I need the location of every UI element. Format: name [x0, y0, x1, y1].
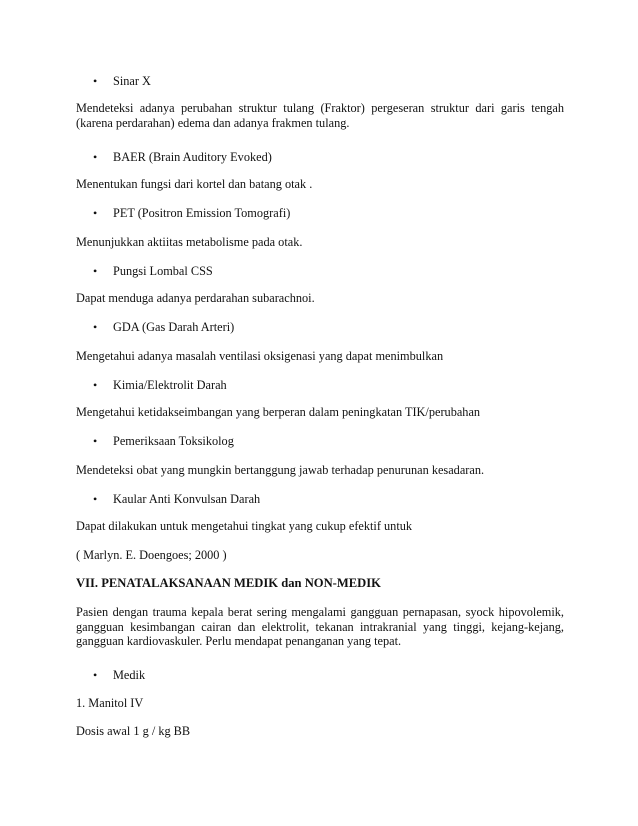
- section-heading: VII. PENATALAKSANAAN MEDIK dan NON-MEDIK: [76, 576, 381, 590]
- paragraph-dosis: Dosis awal 1 g / kg BB: [76, 724, 191, 738]
- paragraph-kaular-anti-konvulsan: Dapat dilakukan untuk mengetahui tingkat yang cukup efektif untuk: [76, 519, 413, 533]
- paragraph-pemeriksaan-toksikolog: Mendeteksi obat yang mungkin bertanggung jawab terhadap penurunan kesadaran.: [76, 463, 485, 477]
- paragraph-kimia-elektrolit: Mengetahui ketidakseimbangan yang berperan dalam peningkatan TIK/perubahan: [76, 405, 481, 419]
- citation: ( Marlyn. E. Doengoes; 2000 ): [76, 548, 227, 562]
- paragraph-pungsi-lombal: Dapat menduga adanya perdarahan subarachnoi.: [76, 291, 315, 305]
- paragraph-pet: Menunjukkan aktiitas metabolisme pada otak.: [76, 235, 303, 249]
- paragraph-sinar-x: Mendeteksi adanya perubahan struktur tulang (Fraktor) pergeseran struktur dari garis tengah (karena perdarahan) edema dan adanya frakmen tulang.: [76, 101, 564, 130]
- paragraph-gda: Mengetahui adanya masalah ventilasi oksigenasi yang dapat menimbulkan: [76, 349, 444, 363]
- document-page: Sinar X Mendeteksi adanya perubahan struktur tulang (Fraktor) pergeseran struktur dari garis tengah (karena perdarahan) edema dan adanya frakmen tulang. BAER (Brain Auditory Evoked) Menentukan fungsi dari kortel dan batang otak . PET (Positron Emission Tomografi) Menunjukkan aktiitas metabolisme pada otak. Pungsi Lombal CSS Dapat menduga adanya perdarahan subarachnoi. GDA (Gas Darah Arteri) Mengetahui adanya masalah ventilasi oksigenasi yang dapat menimbulkan Kimia/Elektrolit Darah Mengetahui ketidakseimbangan yang berperan dalam peningkatan TIK/perubahan Pemeriksaan Toksikolog Mendeteksi obat yang mungkin bertanggung jawab terhadap penurunan kesadaran. Kaular Anti Konvulsan Darah Dapat dilakukan untuk mengetahui tingkat yang cukup efektif untuk ( Marlyn. E. Doengoes; 2000 ) VII. PENATALAKSANAAN MEDIK dan NON-MEDIK Pasien dengan trauma kepala berat sering mengalami gangguan pernapasan, syock hipovolemik, gangguan kesimbangan cairan dan elektrolit, tekanan intrakranial yang tinggi, kejang-kejang, gangguan kardiovaskuler. Perlu mendapat penanganan yang tepat. Medik 1. Manitol IV Dosis awal 1 g / kg BB: [76, 74, 564, 738]
- paragraph-penatalaksanaan: Pasien dengan trauma kepala berat sering mengalami gangguan pernapasan, syock hipovolemik, gangguan kesimbangan cairan dan elektrolit, tekanan intrakranial yang tinggi, kejang-kejang, gangguan kardiovaskuler. Perlu mendapat penanganan yang tepat.: [76, 605, 564, 648]
- list-item-manitol: 1. Manitol IV: [76, 696, 144, 710]
- paragraph-baer: Menentukan fungsi dari kortel dan batang otak .: [76, 177, 313, 191]
